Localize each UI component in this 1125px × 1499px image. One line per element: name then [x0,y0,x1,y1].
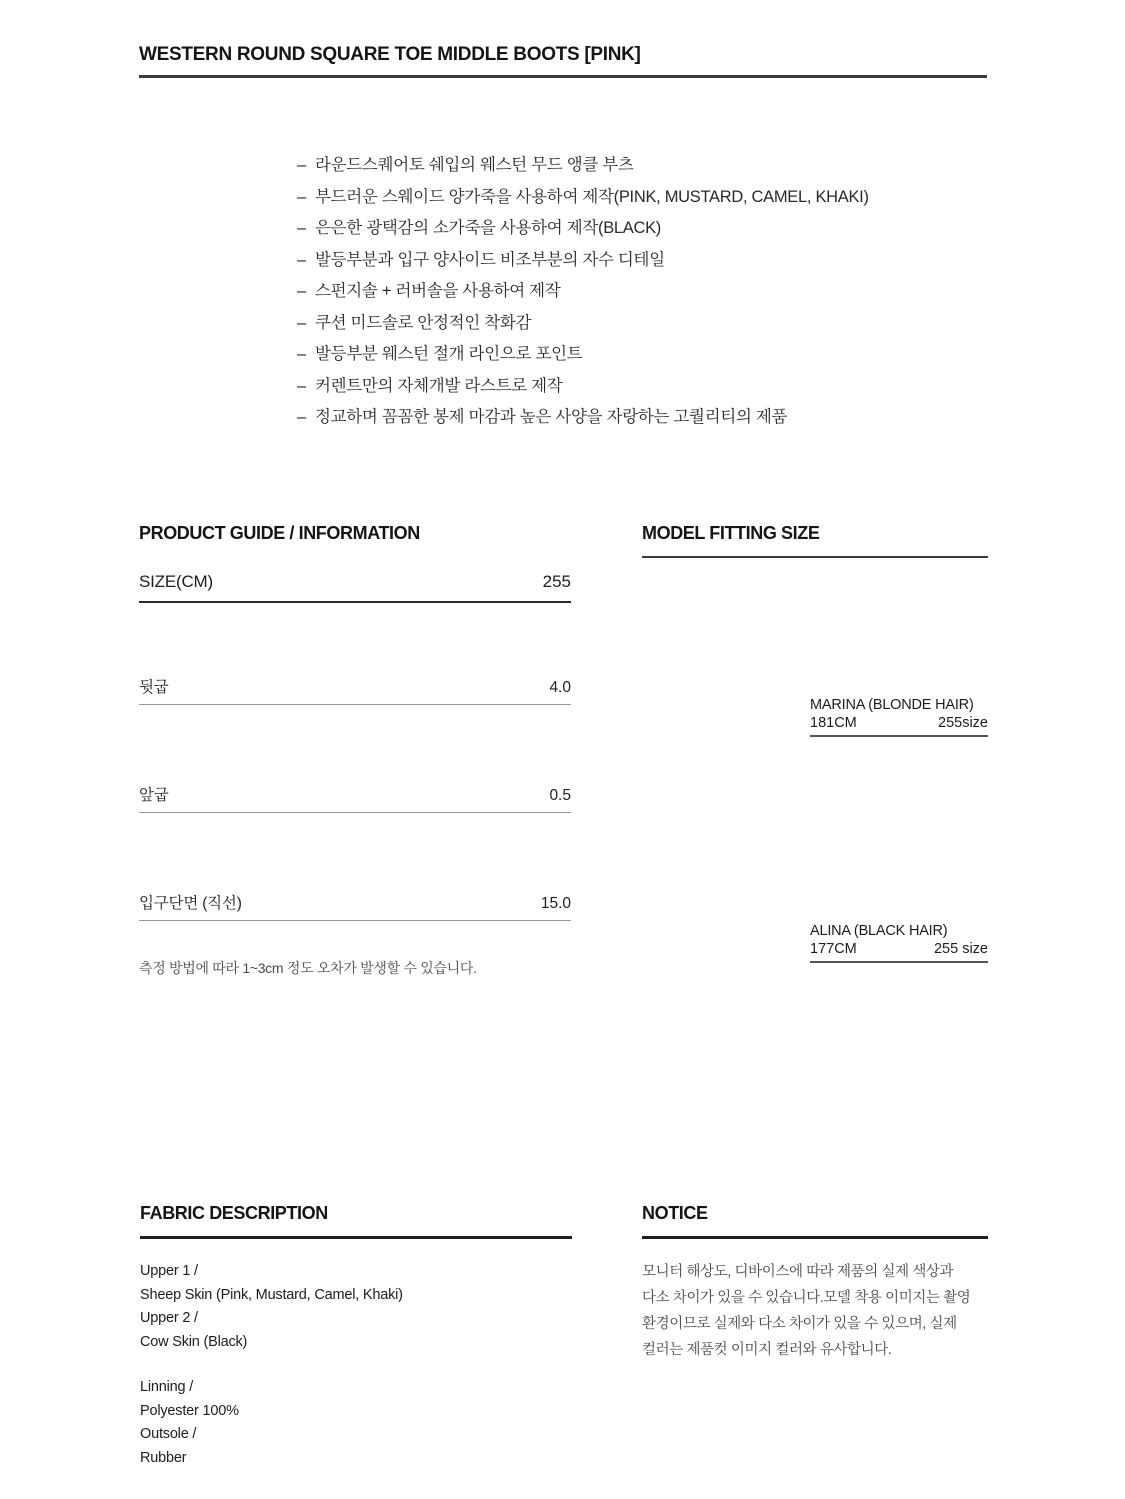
measurement-block [139,783,571,813]
measurement-value: 0.5 [549,787,571,804]
list-item-label: 부드러운 스웨이드 양가죽을 사용하여 제작(PINK, MUSTARD, CAMEL, KHAKI) [315,187,869,206]
bullet-dash-icon: – [297,187,306,206]
model-stats-row [810,941,988,957]
measurement-tolerance-note: 측정 방법에 따라 1~3cm 정도 오차가 발생할 수 있습니다. [139,960,477,976]
list-item-label: 쿠션 미드솔로 안정적인 착화감 [315,313,532,332]
row-divider [139,704,571,705]
list-item-label: 은은한 광택감의 소가죽을 사용하여 제작(BLACK) [315,219,661,237]
model-fitting-section [642,523,988,957]
bullet-dash-icon: – [297,313,306,332]
measurement-label: 입구단면 (직선) [139,895,242,912]
bullet-dash-icon: – [297,345,306,363]
fabric-line: Polyester 100% [140,1402,239,1419]
model-height: 181CM [810,715,857,731]
fabric-description-heading: FABRIC DESCRIPTION [140,1203,328,1223]
list-item [297,339,1017,371]
model-name: MARINA (BLONDE HAIR) [810,697,974,713]
model-height: 177CM [810,941,857,957]
table-row [139,891,571,913]
fabric-line: Outsole / [140,1426,197,1442]
model-entry-divider [810,961,988,963]
table-row [139,675,571,697]
notice-line: 컬러는 제품컷 이미지 컬러와 유사합니다. [642,1342,892,1358]
list-item-label: 라운드스퀘어토 쉐입의 웨스턴 무드 앵클 부츠 [315,156,634,174]
size-table-header-row [139,572,571,592]
product-feature-list [297,150,1017,434]
measurement-label: 뒷굽 [139,679,169,696]
list-item [297,150,1017,182]
measurement-block [139,891,571,921]
fabric-line: Cow Skin (Black) [140,1333,248,1350]
bullet-dash-icon: – [297,219,306,237]
measurement-value: 15.0 [540,895,571,912]
bullet-dash-icon: – [297,250,306,269]
list-item [297,371,1017,403]
model-name: ALINA (BLACK HAIR) [810,923,948,939]
measurement-block [139,675,571,705]
notice-line: 다소 차이가 있을 수 있습니다.모델 착용 이미지는 촬영 [642,1290,971,1306]
page-title: WESTERN ROUND SQUARE TOE MIDDLE BOOTS [PINK] [139,44,641,65]
title-divider [139,75,987,78]
fabric-description-divider [140,1236,572,1239]
fabric-line: Rubber [140,1449,187,1466]
list-item [297,245,1017,277]
notice-line: 환경이므로 실제와 다소 차이가 있을 수 있으며, 실제 [642,1316,957,1332]
notice-body [642,1259,988,1363]
size-column-value: 255 [542,572,571,591]
model-entry-divider [810,735,988,737]
bullet-dash-icon: – [297,408,306,426]
product-guide-heading: PRODUCT GUIDE / INFORMATION [139,523,420,543]
list-item-label: 정교하며 꼼꼼한 봉제 마감과 높은 사양을 자랑하는 고퀄리티의 제품 [315,408,788,426]
notice-heading: NOTICE [642,1203,708,1223]
list-item-label: 발등부분과 입구 양사이드 비조부분의 자수 디테일 [315,250,665,269]
product-guide-section [139,523,571,978]
fabric-line: Upper 2 / [140,1310,198,1326]
bullet-dash-icon: – [297,376,306,395]
fabric-line: Linning / [140,1379,194,1395]
fabric-group-spacer [140,1354,572,1376]
model-fitting-heading: MODEL FITTING SIZE [642,523,820,543]
fabric-line: Upper 1 / [140,1263,198,1279]
list-item [297,182,1017,214]
model-size: 255size [938,715,988,731]
notice-section [642,1203,988,1363]
measurement-value: 4.0 [549,679,571,696]
model-size: 255 size [933,941,988,957]
bullet-dash-icon: – [297,156,306,174]
list-item-label: 스펀지솔 + 러버솔을 사용하여 제작 [315,282,561,300]
list-item-label: 발등부분 웨스턴 절개 라인으로 포인트 [315,345,583,363]
bullet-dash-icon: – [297,282,306,300]
fabric-line: Sheep Skin (Pink, Mustard, Camel, Khaki) [140,1286,403,1303]
list-item-label: 커렌트만의 자체개발 라스트로 제작 [315,376,563,395]
measurement-label: 앞굽 [139,787,169,804]
size-column-label: SIZE(CM) [139,572,213,591]
table-row [139,783,571,805]
page-header [139,44,987,78]
size-header-divider [139,601,571,603]
model-stats-row [810,715,988,731]
list-item [297,213,1017,245]
notice-line: 모니터 해상도, 디바이스에 따라 제품의 실제 색상과 [642,1264,954,1280]
row-divider [139,812,571,813]
model-fitting-heading-divider [642,556,988,558]
model-entry [810,697,988,737]
list-item [297,402,1017,434]
model-entry [810,923,988,963]
list-item [297,308,1017,340]
fabric-description-body [140,1260,572,1470]
list-item [297,276,1017,308]
fabric-description-section [140,1203,572,1470]
row-divider [139,920,571,921]
notice-divider [642,1236,988,1239]
